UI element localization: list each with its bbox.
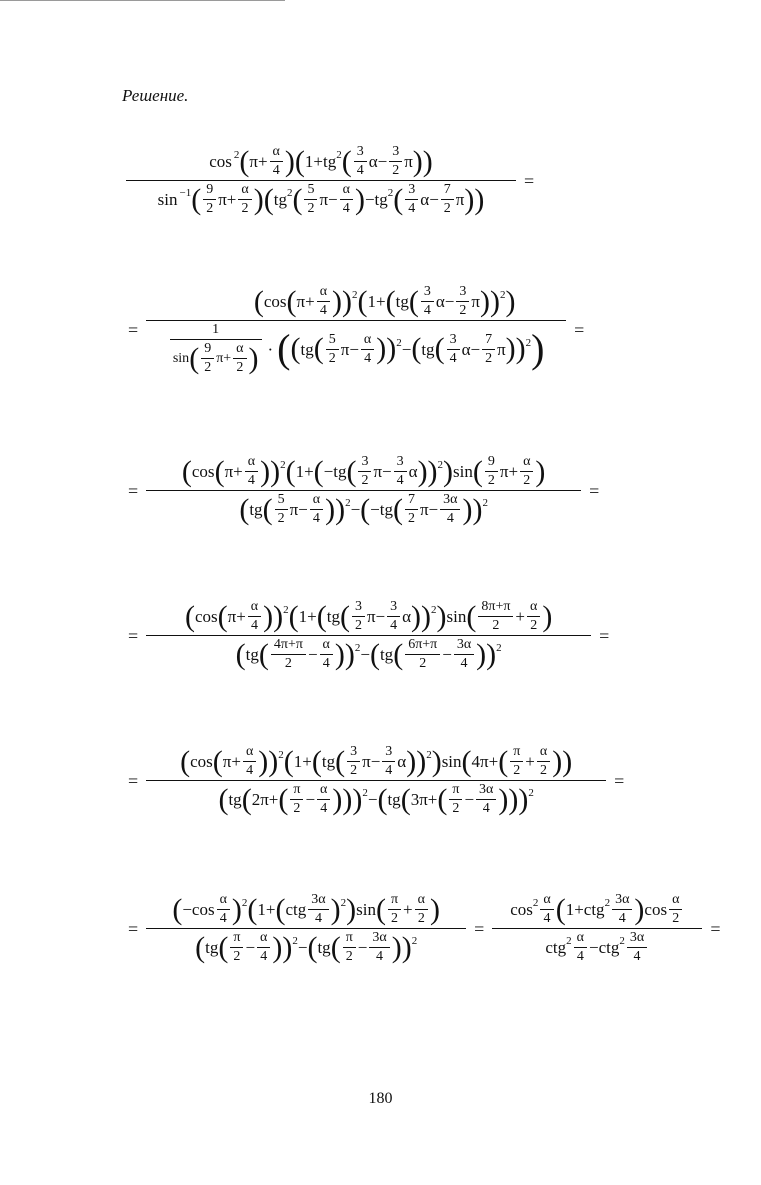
solution-heading: Решение.	[122, 86, 189, 105]
page-number: 180	[368, 1090, 393, 1107]
scan-top-rule	[0, 0, 285, 2]
